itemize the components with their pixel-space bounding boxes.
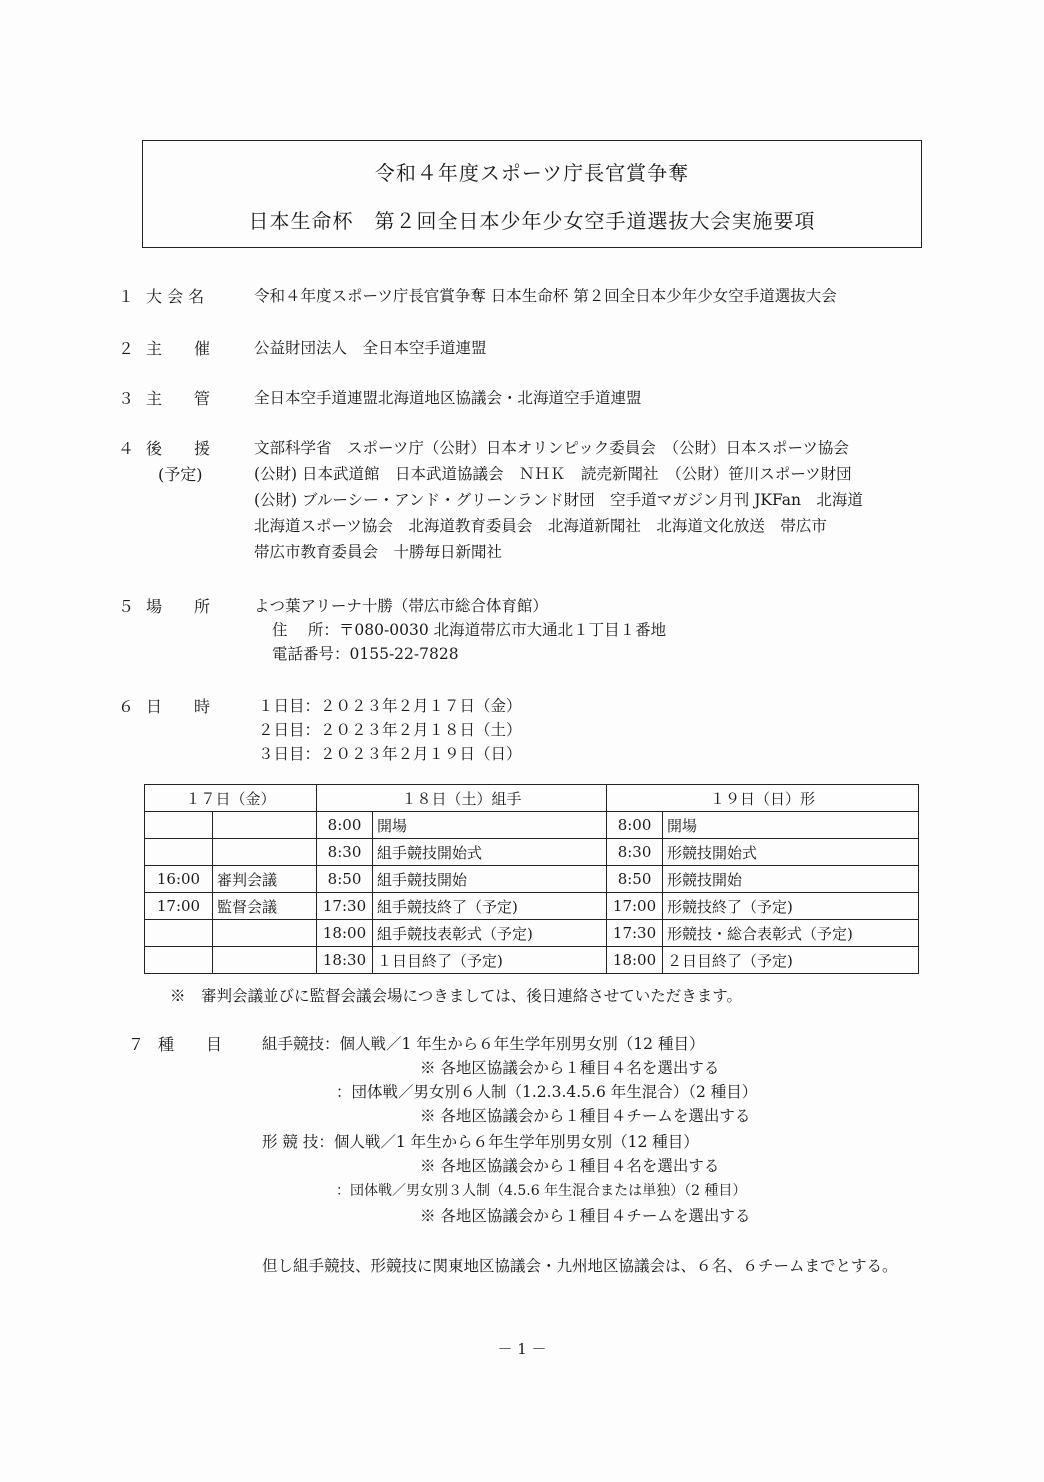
event-item: 組手競技：個人戦／1 年生から６年生学年別男女別（12 種目） — [262, 1035, 705, 1053]
section-number: ６ — [118, 697, 135, 716]
cell: 17:30 — [607, 920, 663, 947]
schedule-note: ※ 審判会議並びに監督会議会場につきましては、後日連絡させていただきます。 — [170, 987, 742, 1005]
cell: 形競技開始式 — [663, 839, 919, 866]
cell: ２日目終了（予定) — [663, 947, 919, 974]
table-header-row — [145, 785, 919, 812]
header-day-19: １９日（日）形 — [607, 785, 919, 812]
event-item: ：団体戦／男女別６人制（1.2.3.4.5.6 年生混合）（2 種目） — [336, 1083, 758, 1101]
section-label: 大 会 名 — [146, 287, 205, 306]
cell — [145, 812, 213, 839]
section-label: 後 援 — [146, 439, 211, 458]
cell: 8:30 — [317, 839, 373, 866]
section-number: ４ — [118, 439, 135, 458]
cell: 8:50 — [607, 866, 663, 893]
cell: 17:00 — [607, 893, 663, 920]
schedule-table — [144, 784, 919, 974]
section-label: 日 時 — [146, 697, 211, 716]
cell: 形競技・総合表彰式（予定) — [663, 920, 919, 947]
cell: 18:00 — [607, 947, 663, 974]
section-label: 種 目 — [158, 1035, 223, 1054]
cell: 開場 — [373, 812, 607, 839]
date-line: ２日目：２０２３年２月１８日（土） — [258, 721, 522, 739]
date-line: ３日目：２０２３年２月１９日（日） — [258, 745, 522, 763]
title-line-2: 日本生命杯 第２回全日本少年少女空手道選抜大会実施要項 — [248, 209, 816, 233]
sponsor-line: 北海道スポーツ協会 北海道教育委員会 北海道新聞社 北海道文化放送 帯広市 — [254, 517, 827, 535]
section-number: ７ — [128, 1035, 145, 1054]
event-item: ：団体戦／男女別３人制（4.5.6 年生混合または単独）（2 種目） — [336, 1183, 747, 1199]
page-number: － 1 － — [497, 1340, 547, 1358]
section-number: ５ — [118, 597, 135, 616]
venue-name: よつ葉アリーナ十勝（帯広市総合体育館） — [254, 597, 548, 615]
quota-note: 但し組手競技、形競技に関東地区協議会・九州地区協議会は、６名、６チームまでとする。 — [262, 1257, 898, 1275]
cell: 8:50 — [317, 866, 373, 893]
cell — [213, 812, 317, 839]
cell — [145, 920, 213, 947]
header-day-17: １７日（金） — [145, 785, 317, 812]
cell — [145, 839, 213, 866]
cell — [213, 839, 317, 866]
venue-phone: 電話番号：0155-22-7828 — [272, 645, 459, 663]
section-number: ２ — [118, 339, 135, 358]
event-item: 形 競 技：個人戦／1 年生から６年生学年別男女別（12 種目） — [262, 1133, 699, 1151]
cell: 8:00 — [317, 812, 373, 839]
cell: 8:30 — [607, 839, 663, 866]
title-box — [142, 140, 922, 248]
cell: 審判会議 — [213, 866, 317, 893]
event-item-note: ※ 各地区協議会から１種目４チームを選出する — [420, 1207, 751, 1225]
cell: 17:30 — [317, 893, 373, 920]
cell: 18:00 — [317, 920, 373, 947]
table-row — [145, 839, 919, 866]
event-item-note: ※ 各地区協議会から１種目４名を選出する — [420, 1059, 720, 1077]
sponsor-line: (公財) ブルーシー・アンド・グリーンランド財団 空手道マガジン月刊 JKFan 北海道 — [254, 491, 863, 509]
cell: 形競技終了（予定) — [663, 893, 919, 920]
sponsor-line: 文部科学省 スポーツ庁（公財）日本オリンピック委員会 （公財）日本スポーツ協会 — [254, 439, 849, 457]
cell: 組手競技開始 — [373, 866, 607, 893]
section-number: １ — [118, 287, 135, 306]
section-number: ３ — [118, 389, 135, 408]
cell: 18:30 — [317, 947, 373, 974]
cell: １日目終了（予定) — [373, 947, 607, 974]
organizer: 公益財団法人 全日本空手道連盟 — [254, 339, 487, 357]
header-day-18: １８日（土）組手 — [317, 785, 607, 812]
cell: 8:00 — [607, 812, 663, 839]
cell: 組手競技終了（予定) — [373, 893, 607, 920]
section-sublabel: (予定) — [158, 465, 203, 484]
cell: 形競技開始 — [663, 866, 919, 893]
section-label: 場 所 — [146, 597, 211, 616]
cell: 開場 — [663, 812, 919, 839]
cell: 17:00 — [145, 893, 213, 920]
sponsor-line: 帯広市教育委員会 十勝毎日新聞社 — [254, 543, 503, 561]
section-label: 主 管 — [146, 389, 211, 408]
cell — [213, 947, 317, 974]
event-item-note: ※ 各地区協議会から１種目４チームを選出する — [420, 1107, 751, 1125]
section-label: 主 催 — [146, 339, 211, 358]
event-item-note: ※ 各地区協議会から１種目４名を選出する — [420, 1157, 720, 1175]
table-row — [145, 866, 919, 893]
cell — [213, 920, 317, 947]
sponsor-line: (公財) 日本武道館 日本武道協議会 ＮＨＫ 読売新聞社 （公財）笹川スポーツ財団 — [254, 465, 852, 483]
cell: 16:00 — [145, 866, 213, 893]
cell: 組手競技表彰式（予定) — [373, 920, 607, 947]
title-line-1: 令和４年度スポーツ庁長官賞争奪 — [374, 161, 690, 185]
table-row — [145, 893, 919, 920]
managing-org: 全日本空手道連盟北海道地区協議会・北海道空手道連盟 — [254, 389, 642, 407]
event-name: 令和４年度スポーツ庁長官賞争奪 日本生命杯 第２回全日本少年少女空手道選抜大会 — [254, 287, 837, 305]
table-row — [145, 812, 919, 839]
date-line: １日目：２０２３年２月１７日（金） — [258, 697, 522, 715]
venue-address: 住 所：〒080-0030 北海道帯広市大通北１丁目１番地 — [272, 621, 667, 639]
cell: 組手競技開始式 — [373, 839, 607, 866]
cell — [145, 947, 213, 974]
cell: 監督会議 — [213, 893, 317, 920]
table-row — [145, 920, 919, 947]
table-row — [145, 947, 919, 974]
